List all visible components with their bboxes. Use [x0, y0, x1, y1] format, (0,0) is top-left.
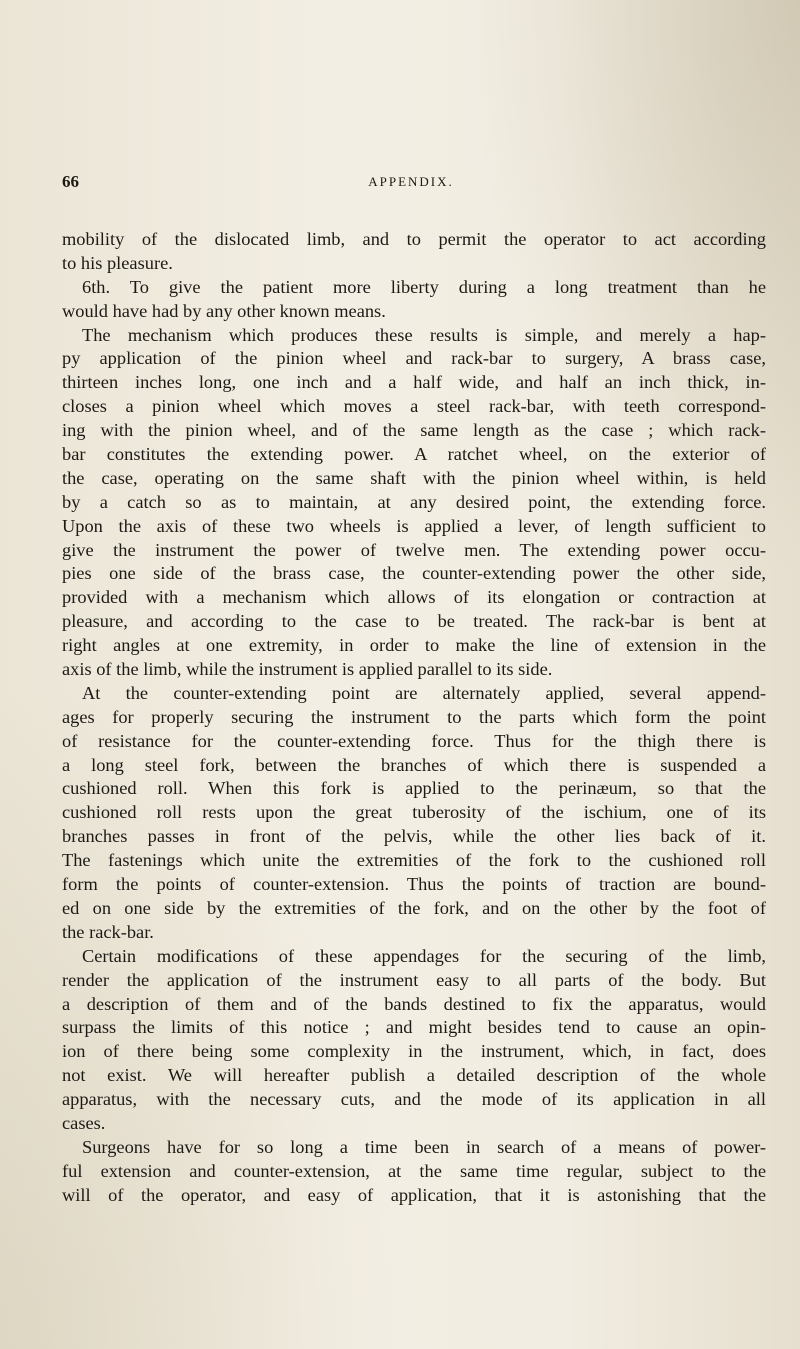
- text-line: thirteen inches long, one inch and a half wide, and half an inch thick, in-: [62, 372, 766, 393]
- text-line: not exist. We will hereafter publish a detailed description of the whole: [62, 1065, 766, 1086]
- text-line: py application of the pinion wheel and rack-bar to surgery, A brass case,: [62, 348, 766, 369]
- text-line: closes a pinion wheel which moves a steel rack-bar, with teeth correspond-: [62, 396, 766, 417]
- text-line: by a catch so as to maintain, at any desired point, the extending force.: [62, 491, 766, 512]
- text-line: pies one side of the brass case, the counter-extending power the other side,: [62, 563, 766, 584]
- text-line: render the application of the instrument easy to all parts of the body. But: [62, 969, 766, 990]
- text-line: The fastenings which unite the extremities of the fork to the cushioned roll: [62, 850, 766, 871]
- text-line: cases.: [62, 1112, 106, 1133]
- text-line: will of the operator, and easy of application, that it is astonishing that the: [62, 1184, 766, 1205]
- text-line: Certain modifications of these appendages for the securing of the limb,: [82, 945, 766, 966]
- text-line: would have had by any other known means.: [62, 300, 386, 321]
- text-line: ed on one side by the extremities of the fork, and on the other by the foot of: [62, 897, 766, 918]
- running-head: APPENDIX.: [368, 174, 454, 189]
- text-line: bar constitutes the extending power. A ratchet wheel, on the exterior of: [62, 444, 766, 465]
- page-number: 66: [62, 172, 79, 191]
- text-line: pleasure, and according to the case to be treated. The rack-bar is bent at: [62, 611, 766, 632]
- text-line: ing with the pinion wheel, and of the same length as the case ; which rack-: [62, 420, 766, 441]
- text-line: right angles at one extremity, in order to make the line of extension in the: [62, 635, 766, 656]
- text-line: mobility of the dislocated limb, and to permit the operator to act according: [62, 229, 766, 249]
- text-line: branches passes in front of the pelvis, while the other lies back of it.: [62, 826, 766, 847]
- body-text: [62, 228, 766, 1208]
- text-line: surpass the limits of this notice ; and might besides tend to cause an opin-: [62, 1017, 766, 1038]
- text-line: to his pleasure.: [62, 252, 173, 273]
- text-line: 6th. To give the patient more liberty during a long treatment than he: [82, 276, 766, 297]
- text-line: cushioned roll rests upon the great tuberosity of the ischium, one of its: [62, 802, 766, 823]
- text-line: The mechanism which produces these results is simple, and merely a hap-: [82, 324, 766, 345]
- text-line: Upon the axis of these two wheels is applied a lever, of length sufficient to: [62, 515, 766, 536]
- text-line: the case, operating on the same shaft with the pinion wheel within, is held: [62, 467, 766, 488]
- text-line: give the instrument the power of twelve men. The extending power occu-: [62, 539, 766, 560]
- text-line: ful extension and counter-extension, at the same time regular, subject to the: [62, 1160, 766, 1181]
- page-header: [62, 172, 760, 194]
- text-line: a description of them and of the bands destined to fix the apparatus, would: [62, 993, 766, 1014]
- text-line: form the points of counter-extension. Thus the points of traction are bound-: [62, 874, 766, 895]
- text-line: the rack-bar.: [62, 921, 154, 942]
- text-line: ages for properly securing the instrument to the parts which form the point: [62, 706, 766, 727]
- text-line: Surgeons have for so long a time been in search of a means of power-: [82, 1136, 766, 1157]
- text-line: of resistance for the counter-extending force. Thus for the thigh there is: [62, 730, 766, 751]
- text-line: ion of there being some complexity in the instrument, which, in fact, does: [62, 1041, 766, 1062]
- text-line: cushioned roll. When this fork is applied to the perinæum, so that the: [62, 778, 766, 799]
- text-line: apparatus, with the necessary cuts, and the mode of its application in all: [62, 1089, 766, 1110]
- text-line: provided with a mechanism which allows of its elongation or contraction at: [62, 587, 766, 608]
- text-line: axis of the limb, while the instrument is applied parallel to its side.: [62, 659, 553, 680]
- text-line: a long steel fork, between the branches of which there is suspended a: [62, 754, 766, 775]
- text-line: At the counter-extending point are alternately applied, several append-: [82, 682, 766, 703]
